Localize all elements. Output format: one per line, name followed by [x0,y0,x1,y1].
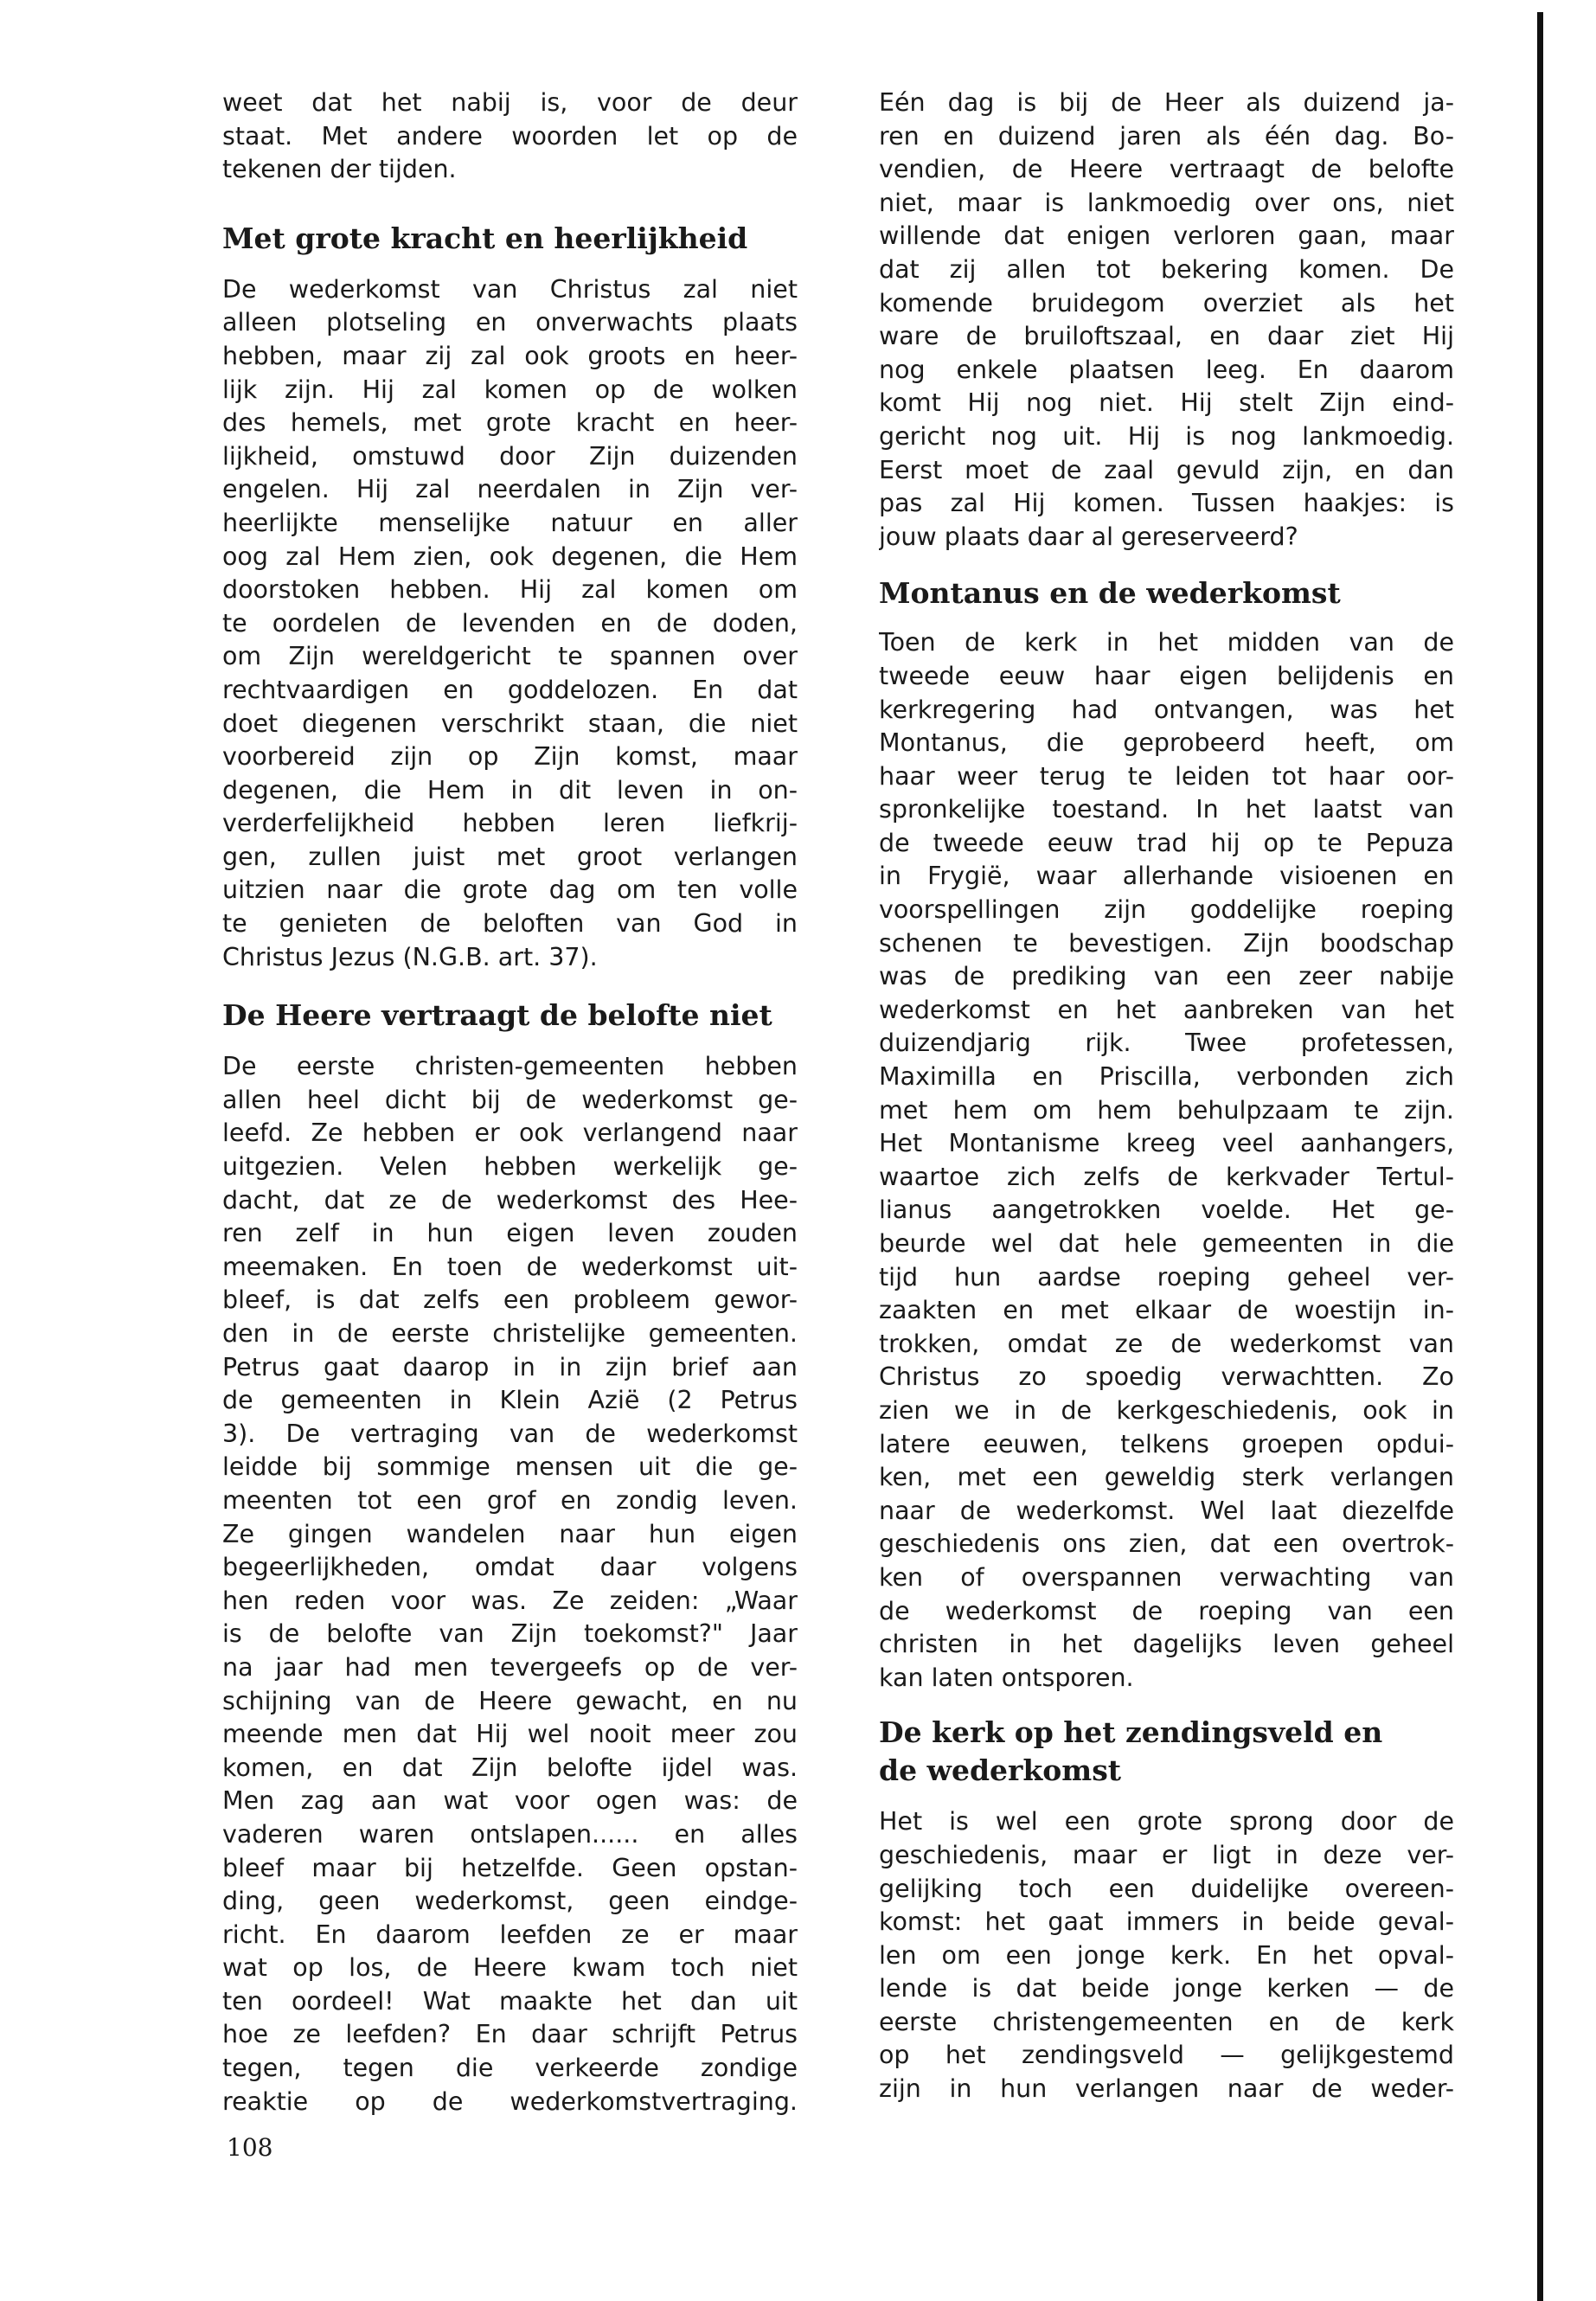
text-line: alleen plotseling en onverwachts plaats [222,308,798,337]
text-line: Toen de kerk in het midden van de [879,628,1454,657]
text-line: De wederkomst van Christus zal niet [222,274,798,304]
text-line: hoe ze leefden? En daar schrijft Petrus [222,2020,798,2049]
text-line: in Frygië, waar allerhande visioenen en [879,862,1454,891]
text-line: staat. Met andere woorden let op de [222,121,798,151]
text-line: gen, zullen juist met groot verlangen [222,842,798,871]
text-line: waartoe zich zelfs de kerkvader Tertul- [879,1162,1454,1191]
text-line: begeerlijkheden, omdat daar volgens [222,1553,798,1582]
text-line: dacht, dat ze de wederkomst des Hee- [222,1185,798,1215]
text-line: len om een jonge kerk. En het opval- [879,1940,1454,1970]
right-intro-paragraph [879,87,1454,554]
text-line: latere eeuwen, telkens groepen opdui- [879,1429,1454,1458]
text-line: hebben, maar zij zal ook groots en heer- [222,341,798,370]
text-line: komt Hij nog niet. Hij stelt Zijn eind- [879,388,1454,418]
text-line: eerste christengemeenten en de kerk [879,2007,1454,2036]
text-line: niet, maar is lankmoedig over ons, niet [879,188,1454,217]
text-line: geschiedenis, maar er ligt in deze ver- [879,1840,1454,1869]
section-heading-heere-vertraagt: De Heere vertraagt de belofte niet [222,998,772,1033]
text-line: heerlijkte menselijke natuur en aller [222,508,798,537]
text-line: nog enkele plaatsen leeg. En daarom [879,355,1454,384]
text-line: Eén dag is bij de Heer als duizend ja- [879,88,1454,117]
text-line: doorstoken hebben. Hij zal komen om [222,575,798,605]
text-line: na jaar had men tevergeefs op de ver- [222,1652,798,1682]
text-line: lianus aangetrokken voelde. Het ge- [879,1195,1454,1225]
text-line: reaktie op de wederkomstvertraging. [222,2086,798,2116]
text-line: den in de eerste christelijke gemeenten. [222,1319,798,1348]
text-line: spronkelijke toestand. In het laatst van [879,795,1454,824]
text-line: richt. En daarom leefden ze er maar [222,1920,798,1949]
text-line: haar weer terug te leiden tot haar oor- [879,761,1454,791]
text-line: zaakten en met elkaar de woestijn in- [879,1296,1454,1325]
text-line: voorspellingen zijn goddelijke roeping [879,895,1454,925]
text-line: lijk zijn. Hij zal komen op de wolken [222,375,798,404]
left-column [222,87,798,2118]
text-line: kerkregering had ontvangen, was het [879,695,1454,724]
text-line: 3). De vertraging van de wederkomst [222,1419,798,1448]
text-line: de tweede eeuw trad hij op te Pepuza [879,828,1454,857]
text-line: gericht nog uit. Hij is nog lankmoedig. [879,421,1454,451]
text-line: trokken, omdat ze de wederkomst van [879,1329,1454,1358]
section-paragraph-grote-kracht [222,273,798,974]
text-line: ware de bruiloftszaal, en daar ziet Hij [879,322,1454,351]
page-number: 108 [227,2133,273,2162]
text-line: lijkheid, omstuwd door Zijn duizenden [222,441,798,471]
text-line: tijd hun aardse roeping geheel ver- [879,1262,1454,1292]
text-line: Ze gingen wandelen naar hun eigen [222,1519,798,1548]
text-line: uitzien naar die grote dag om ten volle [222,875,798,905]
text-line: komen, en dat Zijn belofte ijdel was. [222,1753,798,1782]
text-line: was de prediking van een zeer nabije [879,962,1454,991]
section-paragraph-heere-vertraagt [222,1050,798,2118]
text-line: dat zij allen tot bekering komen. De [879,254,1454,284]
text-line: voorbereid zijn op Zijn komst, maar [222,742,798,772]
text-line: ren en duizend jaren als één dag. Bo- [879,121,1454,151]
left-intro-paragraph [222,87,798,187]
section-heading-zendingsveld [879,1714,1454,1790]
text-line: is de belofte van Zijn toekomst?" Jaar [222,1619,798,1649]
text-line: leefd. Ze hebben er ook verlangend naar [222,1118,798,1148]
text-line: vaderen waren ontslapen...... en alles [222,1819,798,1849]
text-line: Maximilla en Priscilla, verbonden zich [879,1062,1454,1092]
text-line: christen in het dagelijks leven geheel [879,1630,1454,1659]
text-line: naar de wederkomst. Wel laat diezelfde [879,1496,1454,1525]
page-edge-shadow [1537,12,1543,2301]
text-line: willende dat enigen verloren gaan, maar [879,221,1454,251]
text-line: op het zendingsveld — gelijkgestemd [879,2041,1454,2070]
right-column [879,87,1454,2106]
text-line: geschiedenis ons zien, dat een overtrok- [879,1529,1454,1559]
text-line: Het is wel een grote sprong door de [879,1807,1454,1836]
text-line: gelijking toch een duidelijke overeen- [879,1874,1454,1903]
text-line: tekenen der tijden. [222,155,457,184]
text-line: Eerst moet de zaal gevuld zijn, en dan [879,455,1454,484]
text-line: zien we in de kerkgeschiedenis, ook in [879,1395,1454,1425]
text-line: ken of overspannen verwachting van [879,1562,1454,1592]
text-line: tegen, tegen die verkeerde zondige [222,2054,798,2083]
section-heading-grote-kracht: Met grote kracht en heerlijkheid [222,221,748,255]
text-line: leidde bij sommige mensen uit die ge- [222,1452,798,1482]
text-line: uitgezien. Velen hebben werkelijk ge- [222,1152,798,1182]
text-line: des hemels, met grote kracht en heer- [222,408,798,438]
text-line: vendien, de Heere vertraagt de belofte [879,155,1454,184]
text-line: engelen. Hij zal neerdalen in Zijn ver- [222,475,798,504]
text-line: ken, met een geweldig sterk verlangen [879,1463,1454,1492]
text-line: te oordelen de levenden en de doden, [222,608,798,638]
text-line: ren zelf in hun eigen leven zouden [222,1219,798,1248]
heading-line: de wederkomst [879,1753,1122,1788]
section-paragraph-zendingsveld [879,1805,1454,2106]
section-heading-montanus: Montanus en de wederkomst [879,576,1341,611]
text-line: bleef, is dat zelfs een probleem gewor- [222,1285,798,1315]
text-line: meende men dat Hij wel nooit meer zou [222,1720,798,1749]
text-line: ding, geen wederkomst, geen eindge- [222,1887,798,1916]
text-line: wederkomst en het aanbreken van het [879,995,1454,1024]
text-line: De eerste christen-gemeenten hebben [222,1052,798,1081]
text-line: rechtvaardigen en goddelozen. En dat [222,675,798,704]
text-line: Het Montanisme kreeg veel aanhangers, [879,1129,1454,1158]
text-line: de wederkomst de roeping van een [879,1596,1454,1625]
text-line: verderfelijkheid hebben leren liefkrij- [222,809,798,838]
text-line: lende is dat beide jonge kerken — de [879,1974,1454,2003]
text-line: beurde wel dat hele gemeenten in die [879,1229,1454,1258]
text-line: allen heel dicht bij de wederkomst ge- [222,1085,798,1114]
text-line: komst: het gaat immers in beide geval- [879,1907,1454,1937]
text-line: ten oordeel! Wat maakte het dan uit [222,1986,798,2016]
text-line: jouw plaats daar al gereserveerd? [879,522,1298,551]
text-line: meemaken. En toen de wederkomst uit- [222,1252,798,1281]
text-line: meenten tot een grof en zondig leven. [222,1485,798,1515]
text-line: hen reden voor was. Ze zeiden: „Waar [222,1586,798,1615]
text-line: doet diegenen verschrikt staan, die niet [222,708,798,738]
section-paragraph-montanus [879,626,1454,1695]
text-line: om Zijn wereldgericht te spannen over [222,642,798,671]
text-line: komende bruidegom overziet als het [879,288,1454,317]
text-line: zijn in hun verlangen naar de weder- [879,2074,1454,2104]
text-line: Petrus gaat daarop in in zijn brief aan [222,1352,798,1381]
text-line: pas zal Hij komen. Tussen haakjes: is [879,489,1454,518]
text-line: wat op los, de Heere kwam toch niet [222,1953,798,1983]
text-line: Montanus, die geprobeerd heeft, om [879,728,1454,758]
text-line: duizendjarig rijk. Twee profetessen, [879,1029,1454,1058]
heading-line: De kerk op het zendingsveld en [879,1715,1383,1750]
text-line: schijning van de Heere gewacht, en nu [222,1686,798,1715]
text-line: weet dat het nabij is, voor de deur [222,88,798,117]
text-line: te genieten de beloften van God in [222,909,798,939]
text-line: kan laten ontsporen. [879,1663,1134,1692]
text-line: Christus zo spoedig verwachtten. Zo [879,1362,1454,1392]
text-line: schenen te bevestigen. Zijn boodschap [879,928,1454,958]
text-line: oog zal Hem zien, ook degenen, die Hem [222,542,798,571]
text-line: degenen, die Hem in dit leven in on- [222,775,798,804]
text-line: bleef maar bij hetzelfde. Geen opstan- [222,1853,798,1882]
text-line: Men zag aan wat voor ogen was: de [222,1786,798,1816]
text-line: tweede eeuw haar eigen belijdenis en [879,661,1454,690]
text-line: met hem om hem behulpzaam te zijn. [879,1095,1454,1125]
text-line: Christus Jezus (N.G.B. art. 37). [222,942,598,971]
text-line: de gemeenten in Klein Azië (2 Petrus [222,1386,798,1415]
